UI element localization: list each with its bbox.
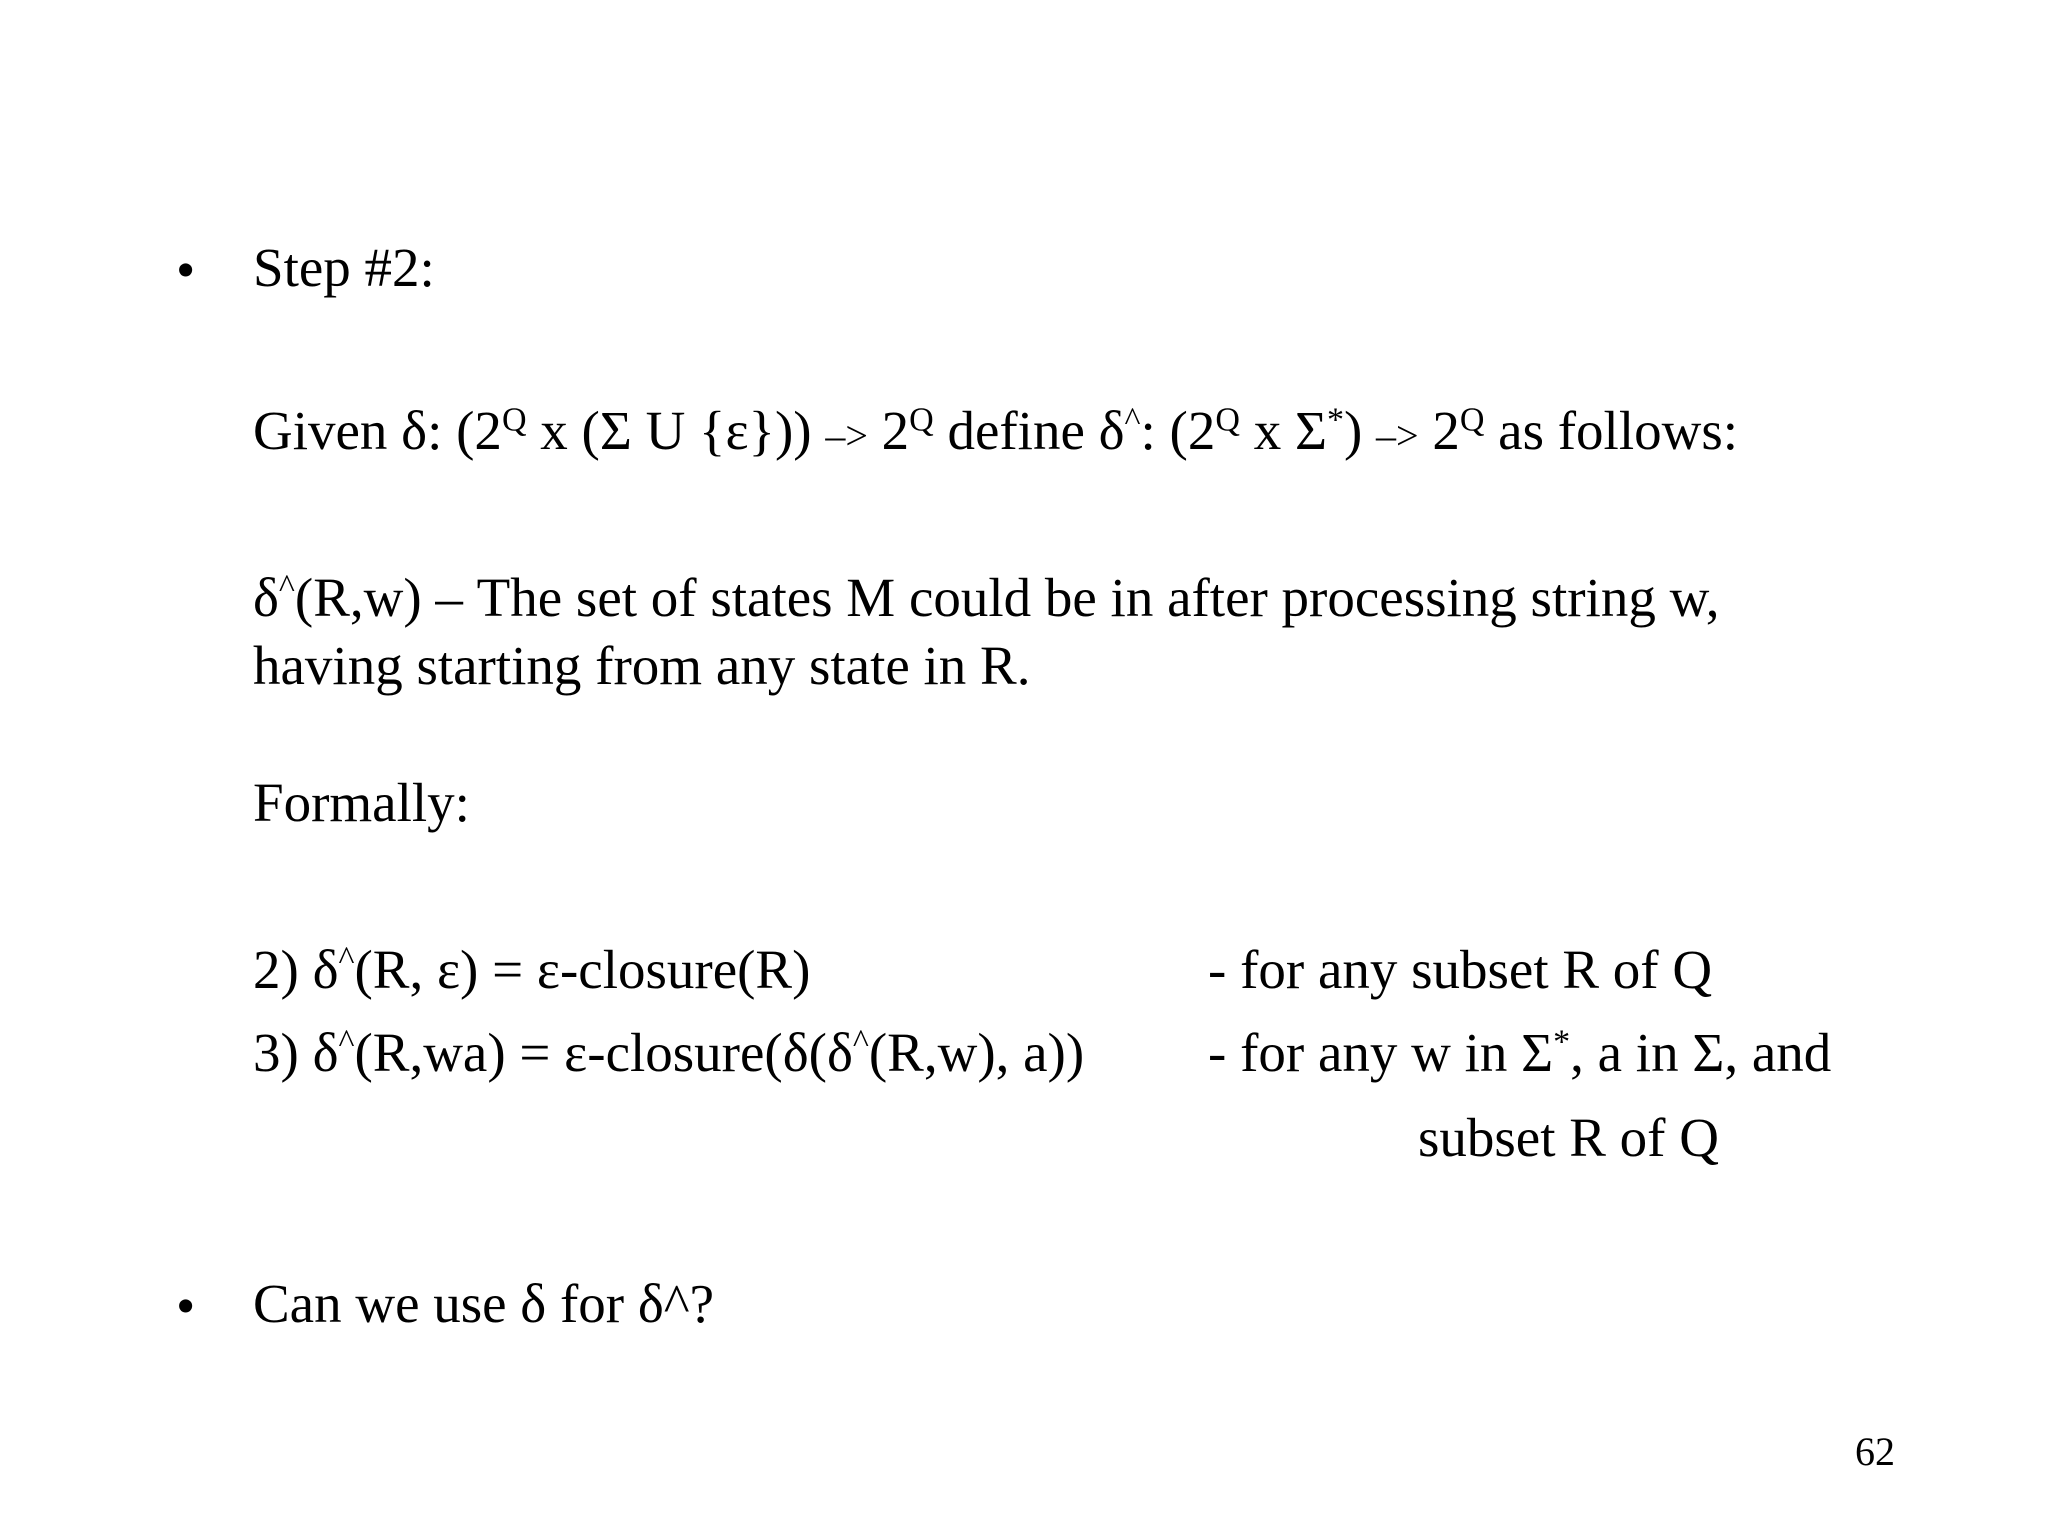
rule-2-condition: - for any subset R of Q	[1208, 939, 1713, 1000]
rule-3-condition: - for any w in Σ*, a in Σ, and	[1208, 1022, 1832, 1083]
step-heading: Step #2:	[253, 237, 435, 298]
bullet-2: •	[176, 1275, 196, 1336]
description-line-2: having starting from any state in R.	[253, 635, 1031, 696]
rule-2-formula: 2) δ^(R, ε) = ε-closure(R)	[253, 939, 811, 1000]
formally-label: Formally:	[253, 772, 470, 833]
closing-question: Can we use δ for δ^?	[253, 1273, 714, 1334]
description-line-1: δ^(R,w) – The set of states M could be in after processing string w,	[253, 567, 1720, 628]
given-definition: Given δ: ($2^Q$ x (Σ U $\{\varepsilon\})) -> 2^Q$ define δ^: ($2^Q$ x $\Sigma^*) -> 2^Q$ as follows:	[253, 400, 1739, 461]
rule-3-condition-continued: subset R of Q	[1418, 1107, 1719, 1168]
rule-3-formula: 3) δ^(R,wa) = ε-closure(δ(δ^(R,w), a))	[253, 1022, 1085, 1083]
bullet-1: •	[176, 239, 196, 300]
page-number: 62	[1855, 1429, 1895, 1474]
